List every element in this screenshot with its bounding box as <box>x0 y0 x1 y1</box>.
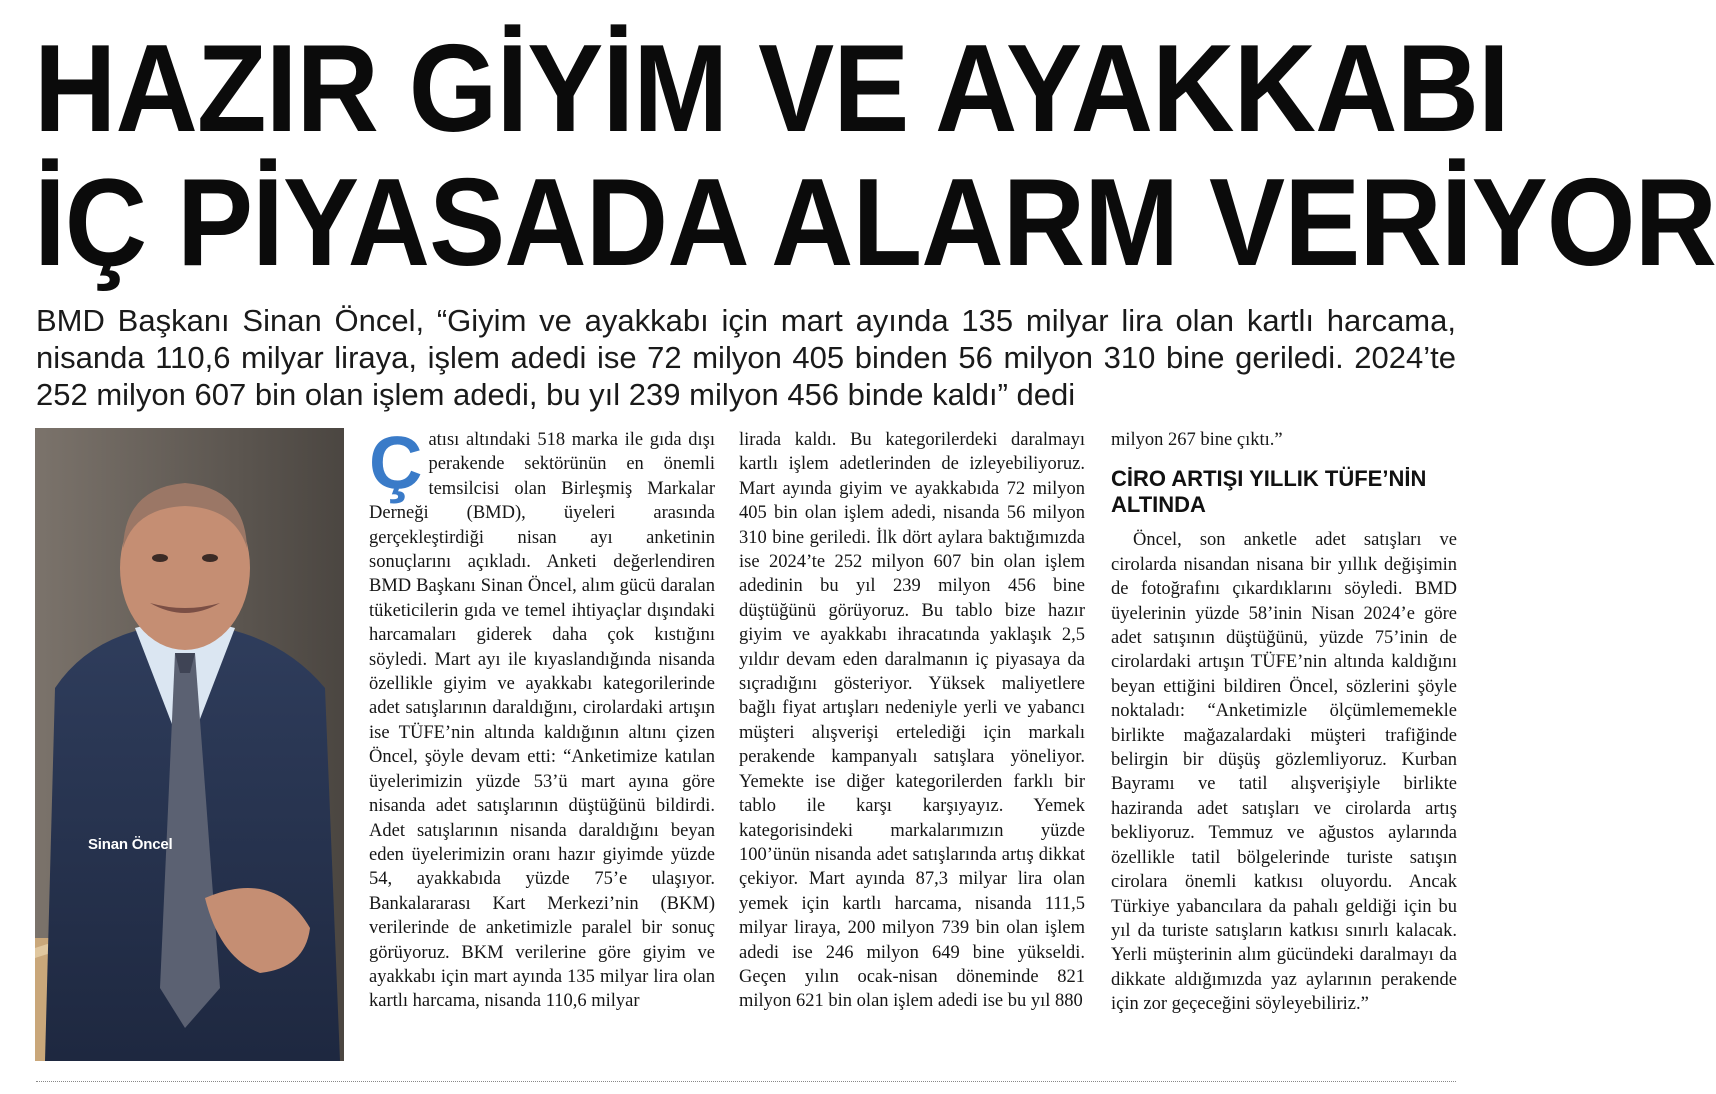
section-subhead: CİRO ARTIŞI YILLIK TÜFE’NİN ALTINDA <box>1111 466 1427 518</box>
bottom-divider <box>36 1081 1456 1082</box>
portrait-illustration <box>35 428 344 1061</box>
article-column-1 <box>369 421 715 1014</box>
drop-cap: Ç <box>369 421 423 504</box>
article-column-2 <box>739 428 1085 1014</box>
article-body-col3-intro: milyon 267 bine çıktı.” <box>1111 430 1283 450</box>
portrait-photo <box>35 428 344 1061</box>
headline-line-2: İÇ PİYASADA ALARM VERİYOR <box>34 154 1716 292</box>
article-body-col1: atısı altındaki 518 marka ile gıda dışı perakende sektörünün en önemli temsilcisi olan Birleşmiş Markalar Derneği (BMD), üyeleri arasında gerçekleştirdiği nisan ayı anketinin sonuçlarını açıkladı. Anketi değerlendiren BMD Başkanı Sinan Öncel, alım gücü daralan tüketicilerin gıda ve temel ihtiyaçlar dışındaki harcamaları giderek daha çok kıstığını söyledi. Mart ayı ile kıyaslandığında nisanda özellikle giyim ve ayakkabı kategorilerinde adet satışlarının daraldığını, cirolardaki artışın ise TÜFE’nin altında kaldığının altını çizen Öncel, şöyle devam etti: “Anketimize katılan üyelerimizin yüzde 53’ü mart ayına göre nisanda adet satışlarının düştüğünü bildirdi. Adet satışlarının nisanda daraldığını beyan eden üyelerimizin oranı hazır giyimde yüzde 54, ayakkabıda yüzde 75’e ulaşıyor. Bankalararası Kart Merkezi’nin (BKM) verilerinde de anketimizle paralel bir sonuç görüyoruz. BKM verilerine göre giyim ve ayakkabı için mart ayında 135 milyar lira olan kartlı harcama, nisanda 110,6 milyar <box>369 430 715 1012</box>
article-column-3 <box>1111 428 1457 1017</box>
deck-summary: BMD Başkanı Sinan Öncel, “Giyim ve ayakkabı için mart ayında 135 milyar lira olan kartlı harcama, nisanda 110,6 milyar liraya, işlem adedi ise 72 milyon 405 binden 56 milyon 310 bine geriledi. 2024’te 252 milyon 607 bin olan işlem adedi, bu yıl 239 milyon 456 binde kaldı” dedi <box>36 303 1456 412</box>
article-body-col3: Öncel, son anketle adet satışları ve cirolarda nisandan nisana bir yıllık değişimin de fotoğrafını çıkardıklarını söyledi. BMD üyelerinin yüzde 58’inin Nisan 2024’e göre adet satışının düştüğünü, yüzde 75’inin de cirolardaki artışın TÜFE’nin altında kaldığını beyan ettiğini bildiren Öncel, sözlerini şöyle noktaladı: “Anketimizle ölçümlememekle birlikte mağazalardaki müşteri trafiğinde belirgin bir düşüş gözlemliyoruz. Kurban Bayramı ve tatil alışverişiyle birlikte haziranda adet satışları ve cirolarda artış bekliyoruz. Temmuz ve ağustos aylarında özellikle tatil bölgelerinde turiste satışın cirolara önemli katkısı oluyordu. Ancak Türkiye yabancılara da pahalı geldiği için bu yıl da turiste satışların katkısı sınırlı kalacak. Yerli müşterinin alım gücündeki daralmayı da dikkate aldığımızda yaz aylarının perakende için zor geçeceğini söyleyebiliriz.” <box>1111 530 1457 1015</box>
photo-caption: Sinan Öncel <box>88 836 173 853</box>
headline <box>34 20 1716 292</box>
headline-line-1: HAZIR GİYİM VE AYAKKABI <box>34 20 1509 158</box>
article-body-col2: lirada kaldı. Bu kategorilerdeki daralmayı kartlı işlem adetlerinden de izleyebiliyoruz. Mart ayında giyim ve ayakkabıda 72 milyon 405 bin olan işlem adedi, nisanda 56 milyon 310 bine geriledi. İlk dört aylara baktığımızda ise 2024’te 252 milyon 607 bin olan işlem adedinin bu yıl 239 milyon 456 bine düştüğünü görüyoruz. Bu tablo bize hazır giyim ve ayakkabı ihracatında yaklaşık 2,5 yıldır devam eden daralmanın iç piyasaya da sıçradığını gösteriyor. Yüksek maliyetlere bağlı fiyat artışları nedeniyle yerli ve yabancı müşteri alışverişi ertelediği için markalı perakende kampanyalı satışlara yöneliyor. Yemekte ise diğer kategorilerden farklı bir tablo ile karşı karşıyayız. Yemek kategorisindeki markalarımızın yüzde 100’ünün nisanda adet satışlarında artış dikkat çekiyor. Mart ayında 87,3 milyar lira olan yemek için kartlı harcama, nisanda 111,5 milyar liraya, 200 milyon 739 bin olan işlem adedi ise 246 milyon 649 bine yükseldi. Geçen yılın ocak-nisan döneminde 821 milyon 621 bin olan işlem adedi ise bu yıl 880 <box>739 430 1085 1012</box>
